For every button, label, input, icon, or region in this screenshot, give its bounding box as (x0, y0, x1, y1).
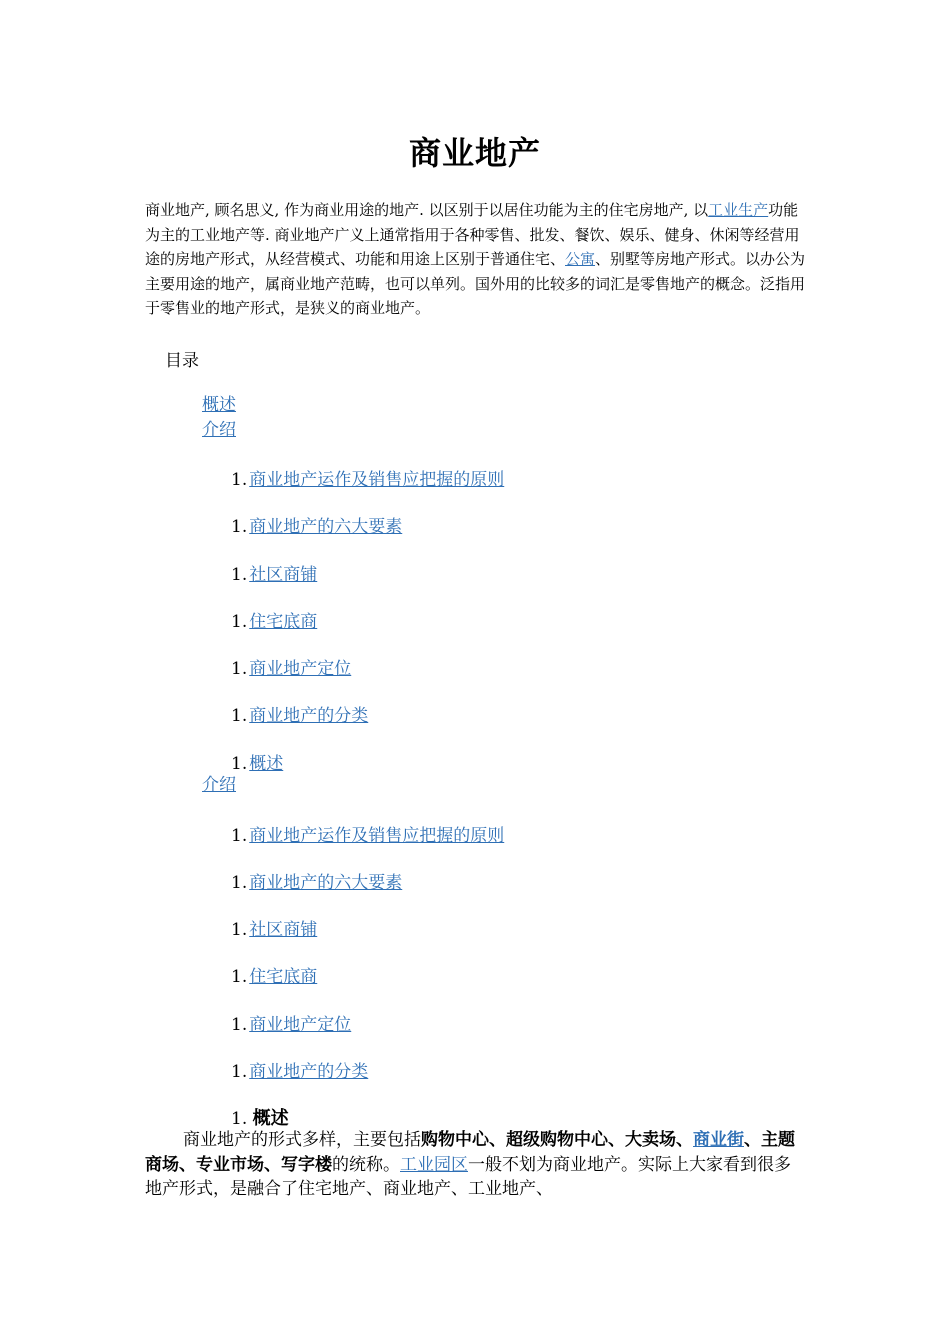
toc-link-overview-repeat[interactable]: 概述 (249, 754, 284, 774)
list-number: 1. (231, 1062, 248, 1082)
toc-label: 目录 (165, 351, 199, 371)
toc-item (231, 915, 317, 940)
toc-item (231, 868, 402, 893)
toc-item (231, 654, 351, 679)
body-text-3: 一般不划为商业地产。实际上大家看到很多地产形式，是融合了住宅地产、商业地产、工业地产、 (145, 1154, 791, 1199)
toc-item (231, 560, 317, 585)
link-commercial-street-text: 商业街 (693, 1130, 744, 1150)
toc-section-1 (202, 393, 236, 442)
toc-link-overview[interactable]: 概述 (202, 395, 236, 415)
toc-item (231, 607, 317, 632)
toc-link-intro[interactable]: 介绍 (202, 419, 236, 440)
list-number: 1. (231, 873, 248, 893)
toc-link-item[interactable]: 商业地产定位 (249, 1015, 352, 1035)
toc-item (231, 1057, 368, 1082)
toc-item (231, 512, 402, 537)
body-bold-2: 、主题商场、专业市场、写字楼 (145, 1130, 795, 1175)
toc-item (231, 821, 504, 846)
toc-item (231, 465, 504, 490)
intro-text-1: 商业地产, 顾名思义, 作为商业用途的地产. 以区别于以居住功能为主的住宅房地产, 以 (145, 201, 709, 219)
toc-link-item[interactable]: 商业地产的分类 (249, 1062, 369, 1082)
toc-link-item[interactable]: 社区商铺 (249, 565, 318, 585)
link-industrial-park[interactable]: 工业园区 (400, 1154, 468, 1175)
link-industrial-production[interactable]: 工业生产 (708, 201, 769, 219)
section-heading-text: 概述 (252, 1108, 289, 1129)
link-commercial-street[interactable] (693, 1130, 744, 1150)
list-number: 1. (231, 706, 248, 726)
list-number: 1. (231, 612, 248, 632)
list-number: 1. (231, 659, 248, 679)
list-number: 1. (231, 754, 248, 774)
list-number: 1. (231, 967, 248, 987)
list-number: 1. (231, 1015, 248, 1035)
intro-text-2: 功能为主的工业地产等. 商业地产广义上通常指用于各种零售、批发、餐饮、娱乐、健身、休闲等经营用途的房地产形式，从经营模式、功能和用途上区别于普通住宅、 (145, 201, 800, 268)
list-number: 1. (231, 565, 248, 585)
intro-text-3: 、别墅等房地产形式。以办公为主要用途的地产，属商业地产范畴，也可以单列。国外用的比较多的词汇是零售地产的概念。泛指用于零售业的地产形式，是狭义的商业地产。 (145, 250, 806, 317)
toc-link-item[interactable]: 住宅底商 (249, 612, 318, 632)
toc-link-item[interactable]: 住宅底商 (249, 967, 318, 987)
toc-link-item[interactable]: 商业地产运作及销售应把握的原则 (249, 826, 505, 846)
body-text-1: 商业地产的形式多样，主要包括 (183, 1130, 421, 1150)
toc-item-overview (231, 749, 283, 774)
toc-section-2 (202, 773, 236, 798)
intro-paragraph (145, 198, 810, 321)
toc-link-item[interactable]: 商业地产运作及销售应把握的原则 (249, 470, 505, 490)
toc-item (231, 1010, 351, 1035)
body-text-2: 的统称。 (332, 1154, 400, 1175)
section-heading-overview (231, 1104, 289, 1130)
overview-paragraph (145, 1128, 805, 1202)
list-number: 1. (231, 517, 248, 537)
toc-link-item[interactable]: 社区商铺 (249, 920, 318, 940)
toc-link-item[interactable]: 商业地产的六大要素 (249, 873, 403, 893)
list-number: 1. (231, 920, 248, 940)
list-number: 1. (231, 1109, 248, 1129)
toc-item (231, 962, 317, 987)
page-title: 商业地产 (408, 134, 541, 172)
body-bold-1: 购物中心、超级购物中心、大卖场、 (421, 1130, 693, 1150)
link-apartment[interactable]: 公寓 (565, 250, 596, 268)
toc-link-item[interactable]: 商业地产定位 (249, 659, 352, 679)
list-number: 1. (231, 826, 248, 846)
toc-link-intro-repeat[interactable]: 介绍 (202, 775, 236, 795)
toc-item (231, 701, 368, 726)
list-number: 1. (231, 470, 248, 490)
toc-link-item[interactable]: 商业地产的六大要素 (249, 517, 403, 537)
toc-link-item[interactable]: 商业地产的分类 (249, 706, 369, 726)
